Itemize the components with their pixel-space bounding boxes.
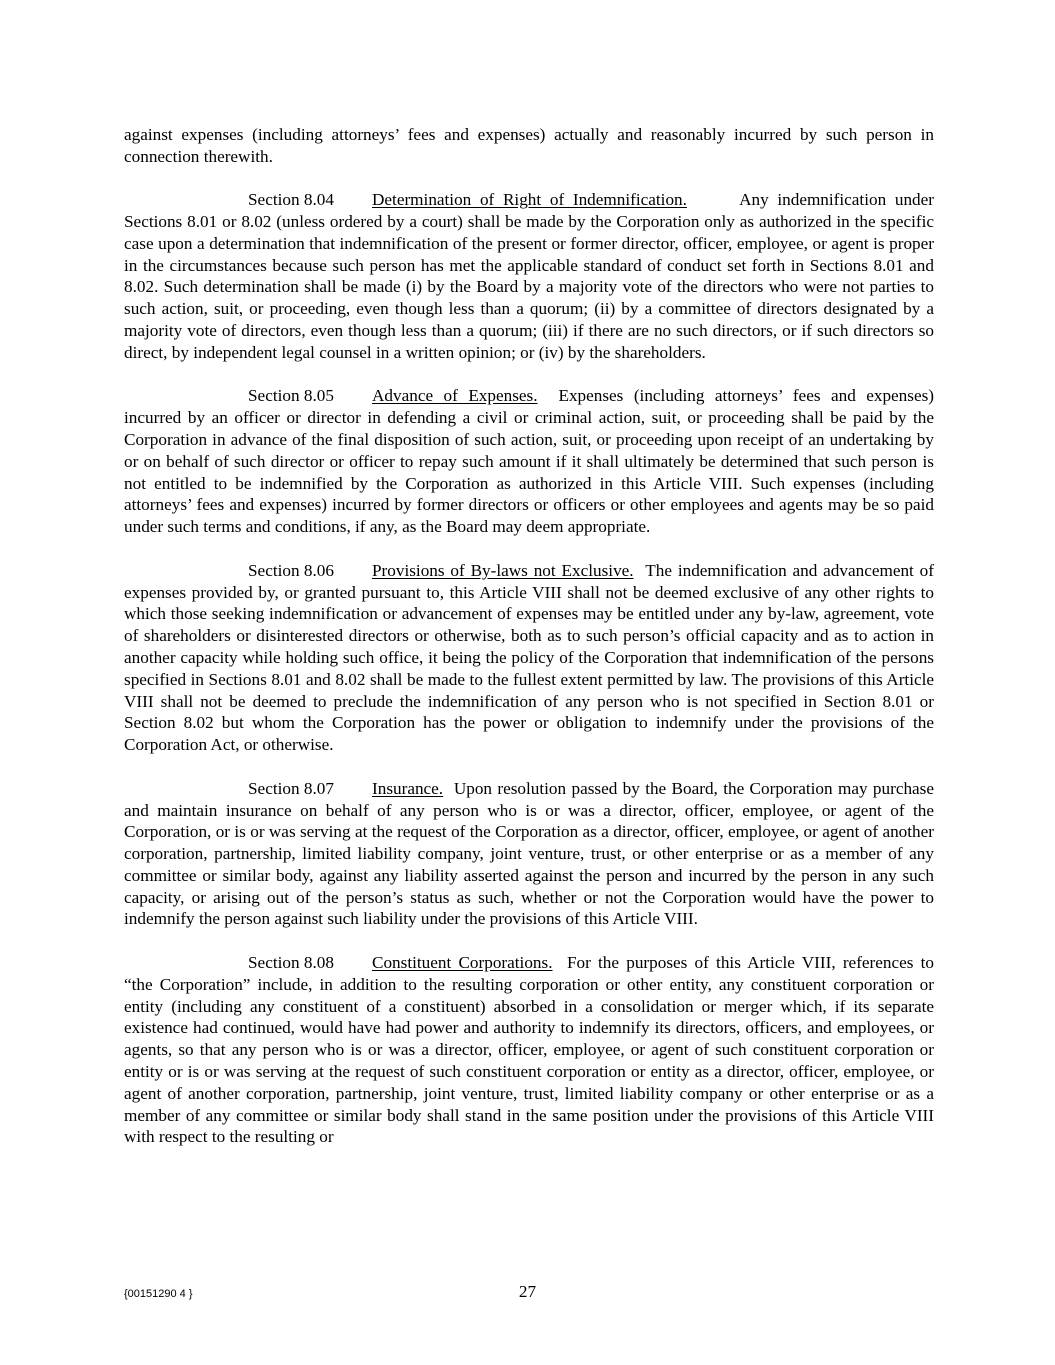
section-body: The indemnification and advancement of expenses provided by, or granted pursuant to, this Article VIII shall not be deemed exclusive of any other rights to which those seeking indemnification or advancement of expenses may be entitled under any by-law, agreement, vote of shareholders or disinterested directors or otherwise, both as to such person’s official capacity and as to action in another capacity while holding such office, it being the policy of the Corporation that indemnification of the persons specified in Sections 8.01 and 8.02 shall be made to the fullest extent permitted by law. The provisions of this Article VIII shall not be deemed to preclude the indemnification of any person who is not specified in Section 8.01 or Section 8.02 but whom the Corporation has the power or obligation to indemnify under the provisions of the Corporation Act, or otherwise. [124,560,934,755]
section-title: Provisions of By-laws not Exclusive. [372,560,634,580]
section-title: Advance of Expenses. [372,386,538,406]
section-8-08 [124,952,934,1148]
section-body: Any indemnification under Sections 8.01 or 8.02 (unless ordered by a court) shall be made by the Corporation only as authorized in the specific case upon a determination that indemnification of the present or former director, officer, employee, or agent is proper in the circumstances because such person has met the applicable standard of conduct set forth in Sections 8.01 and 8.02. Such determination shall be made (i) by the Board by a majority vote of the directors who were not parties to such action, suit, or proceeding, even though less than a quorum; (ii) by a committee of directors designated by a majority vote of directors, even though less than a quorum; (iii) if there are no such directors, or if such directors so direct, by independent legal counsel in a written opinion; or (iv) by the shareholders. [124,190,934,362]
section-8-04 [124,189,934,363]
section-body: Upon resolution passed by the Board, the Corporation may purchase and maintain insurance on behalf of any person who is or was a director, officer, employee, or agent of the Corporation, or is or was serving at the request of the Corporation as a director, officer, employee, or agent of another corporation, partnership, limited liability company, joint venture, trust, or other enterprise or as a member of any committee or similar body, against any liability asserted against the person and incurred by the person in any such capacity, or arising out of the person’s status as such, whether or not the Corporation would have the power to indemnify the person against such liability under the provisions of this Article VIII. [124,778,934,929]
section-body: For the purposes of this Article VIII, references to “the Corporation” include, in addition to the resulting corporation or other entity, any constituent corporation or entity (including any constituent of a constituent) absorbed in a consolidation or merger which, if its separate existence had continued, would have had power and authority to indemnify its directors, officers, and employees, or agents, so that any person who is or was a director, officer, employee, or agent of such constituent corporation or entity or is or was serving at the request of such constituent corporation or entity as a director, officer, employee, or agent of another corporation, partnership, joint venture, trust, limited liability company or other enterprise or as a member of any committee or similar body shall stand in the same position under the provisions of this Article VIII with respect to the resulting or [124,953,935,1147]
section-body: Expenses (including attorneys’ fees and expenses) incurred by an officer or director in defending a civil or criminal action, suit, or proceeding shall be paid by the Corporation in advance of the final disposition of such action, suit, or proceeding upon receipt of an undertaking by or on behalf of such director or officer to repay such amount if it shall ultimately be determined that such person is not entitled to be indemnified by the Corporation as authorized in this Article VIII. Such expenses (including attorneys’ fees and expenses) incurred by former directors or officers or other employees and agents may be so paid under such terms and conditions, if any, as the Board may deem appropriate. [124,386,935,537]
section-8-07 [124,778,934,931]
section-title: Determination of Right of Indemnification. [372,190,687,210]
carryover-paragraph [124,124,934,168]
section-8-05 [124,385,934,538]
section-title: Constituent Corporations. [372,953,553,973]
document-body [124,124,934,1170]
section-number: Section 8.07 [248,778,334,798]
section-number: Section 8.04 [248,190,334,210]
section-title: Insurance. [372,778,444,798]
section-number: Section 8.08 [248,953,334,973]
section-8-06 [124,560,934,756]
section-number: Section 8.06 [248,560,334,580]
carryover-text: against expenses (including attorneys’ fees and expenses) actually and reasonably incurred by such person in connection therewith. [124,125,934,166]
section-number: Section 8.05 [248,386,334,406]
footer-document-id: {00151290 4 } [124,1288,193,1300]
page-number: 27 [518,1282,537,1301]
